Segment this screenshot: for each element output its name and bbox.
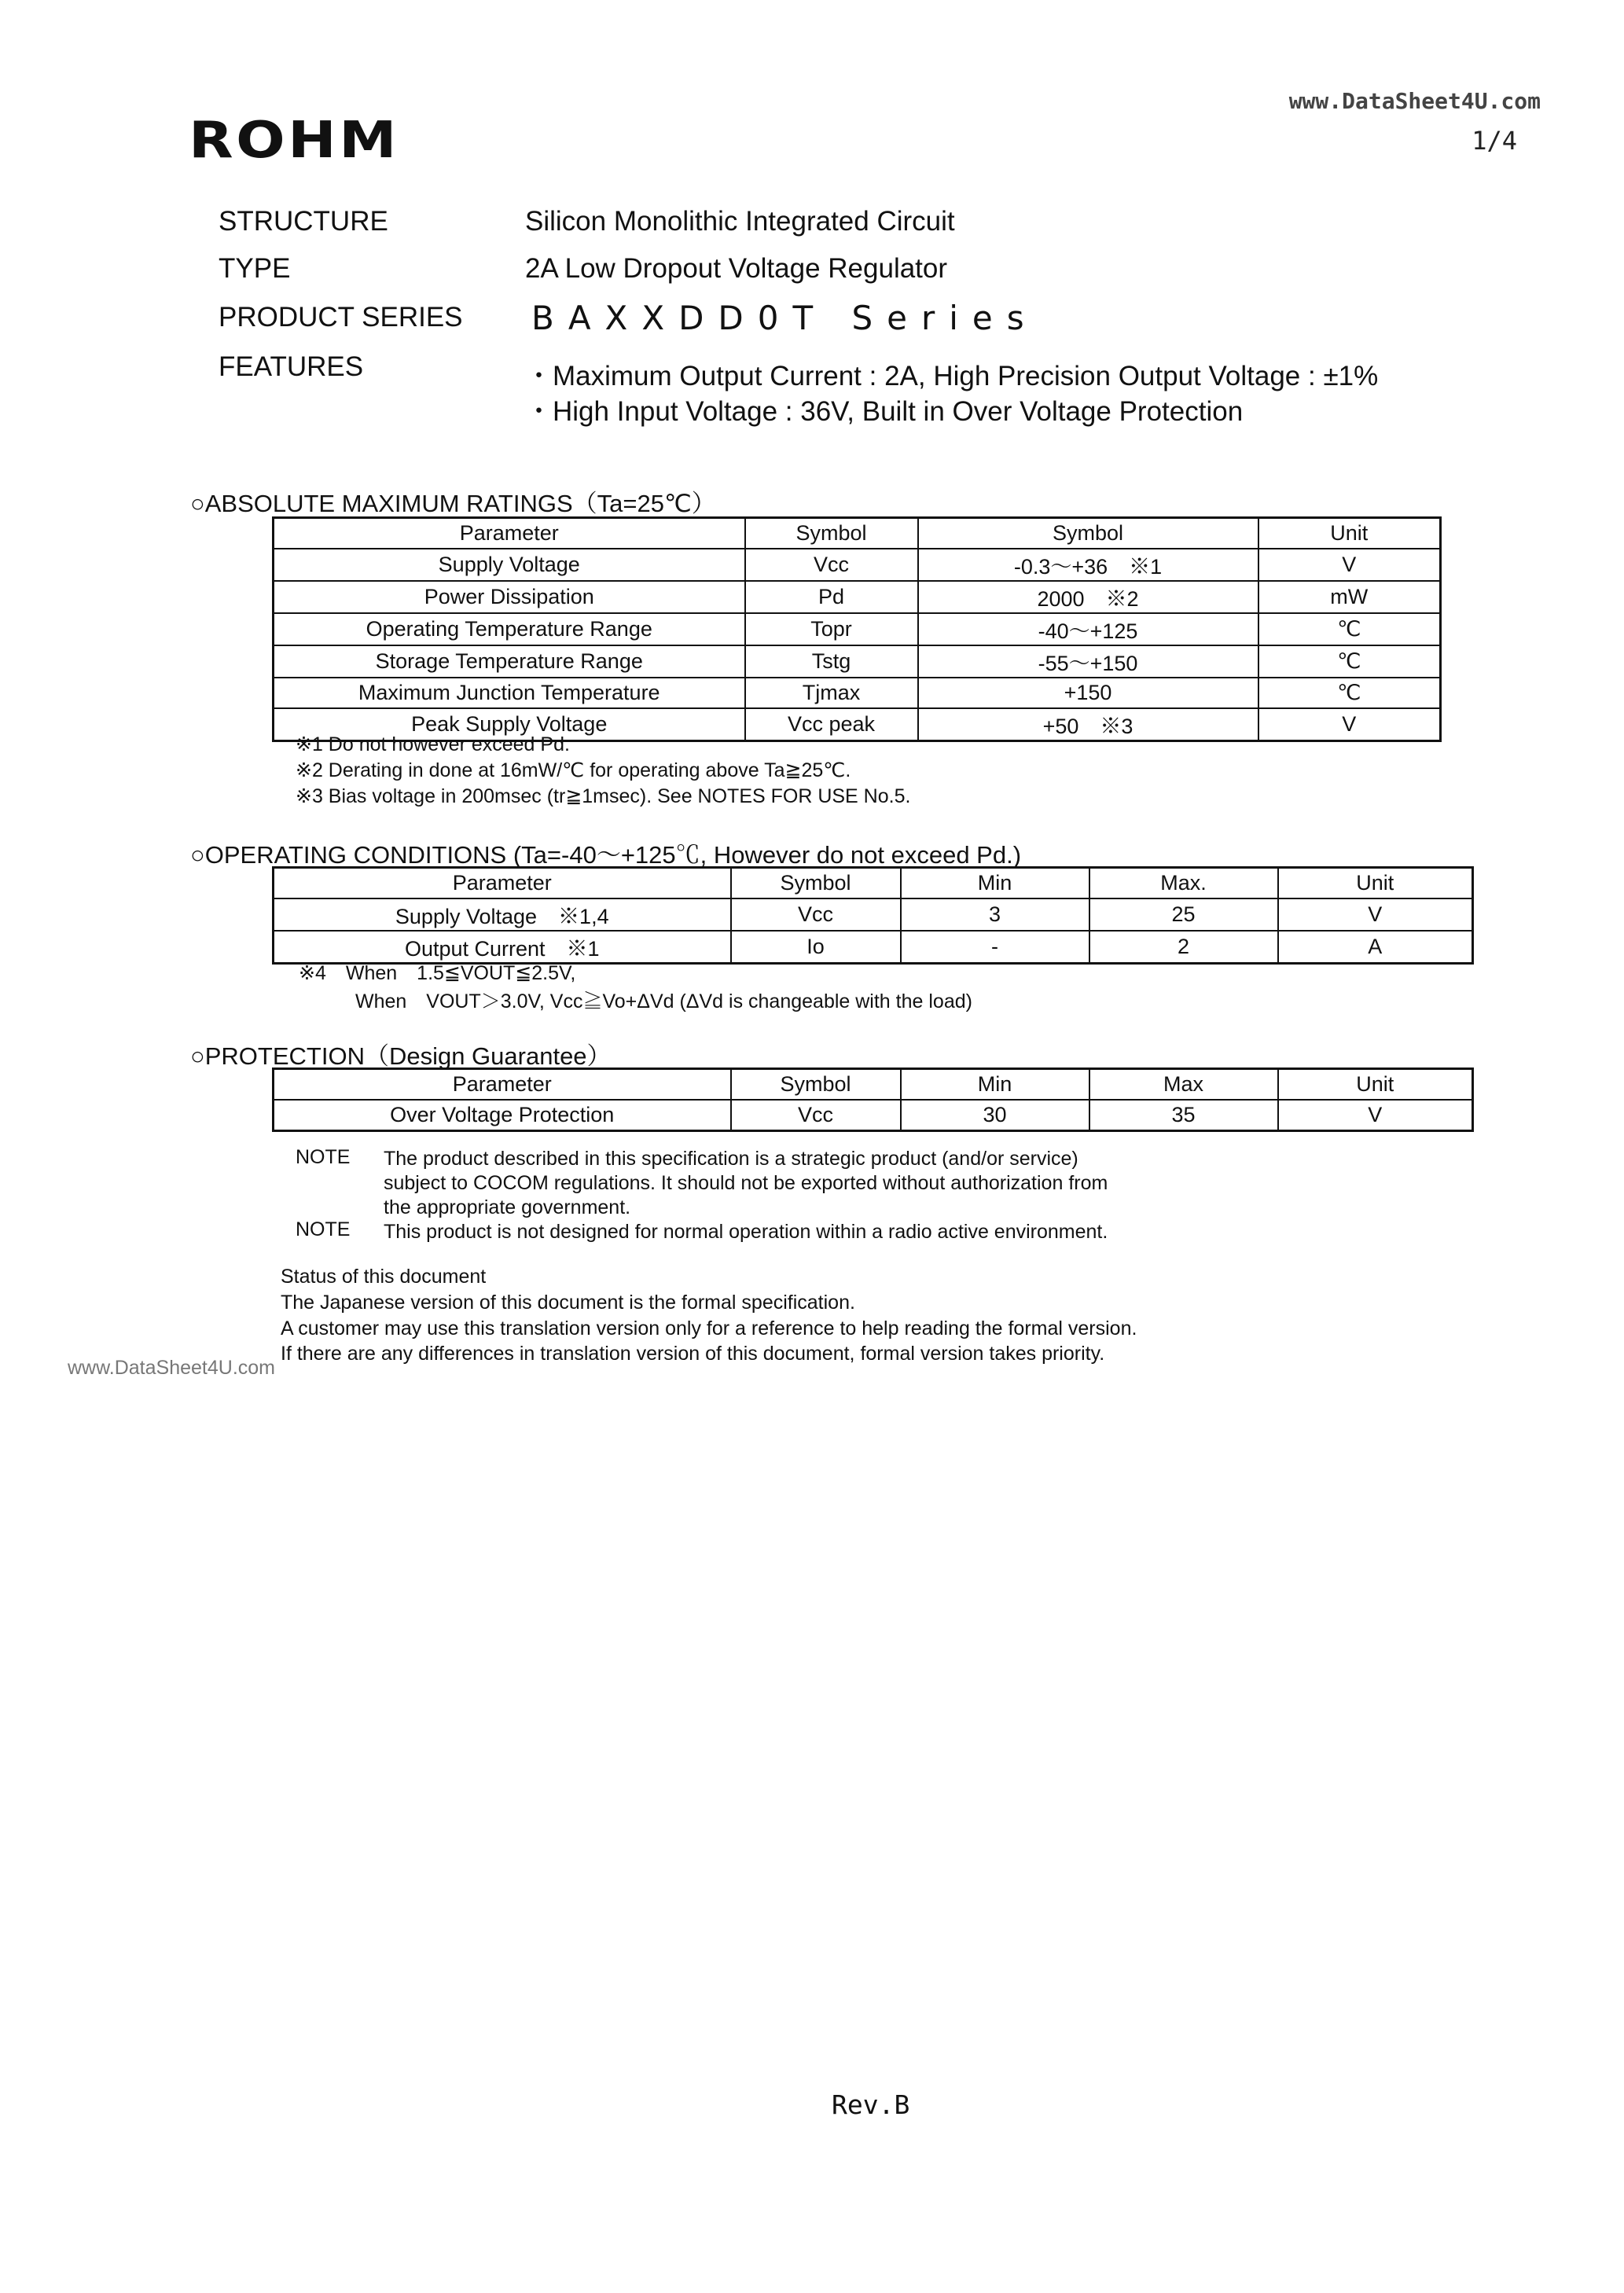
- column-header: Max.: [1089, 868, 1278, 899]
- note-line: the appropriate government.: [384, 1196, 631, 1218]
- feature-line: ・High Input Voltage : 36V, Built in Over Voltage Protection: [525, 396, 1244, 427]
- website-link[interactable]: www.DataSheet4U.com: [1288, 88, 1541, 114]
- table-cell: mW: [1258, 581, 1441, 613]
- column-header: Unit: [1278, 868, 1473, 899]
- table-cell: -40～+125: [918, 613, 1258, 645]
- column-header: Min: [901, 1069, 1089, 1101]
- table-cell: V: [1258, 549, 1441, 581]
- table-row: [274, 898, 1473, 931]
- table-cell: Supply Voltage: [274, 549, 745, 581]
- column-header: Max: [1089, 1069, 1278, 1101]
- table-cell: A: [1278, 931, 1473, 964]
- table-cell: Vcc: [731, 1100, 901, 1131]
- table-cell: -0.3～+36 ※1: [918, 549, 1258, 581]
- table-row: [274, 581, 1441, 613]
- abs-max-title: ○ABSOLUTE MAXIMUM RATINGS（Ta=25℃）: [190, 490, 716, 517]
- note-label: NOTE: [296, 1218, 351, 1240]
- table-cell: Storage Temperature Range: [274, 645, 745, 678]
- table-cell: ℃: [1258, 678, 1441, 708]
- column-header: Parameter: [274, 868, 731, 899]
- table-cell: Vcc peak: [745, 708, 918, 741]
- footnote: ※3 Bias voltage in 200msec (tr≧1msec). See NOTES FOR USE No.5.: [296, 785, 911, 807]
- table-header-row: [274, 1069, 1473, 1101]
- note-line: This product is not designed for normal operation within a radio active environment.: [384, 1221, 1108, 1243]
- table-cell: +50 ※3: [918, 708, 1258, 741]
- column-header: Symbol: [745, 518, 918, 549]
- status-heading: Status of this document: [281, 1266, 487, 1288]
- note-label: NOTE: [296, 1146, 351, 1168]
- footnote: ※2 Derating in done at 16mW/℃ for operating above Ta≧25℃.: [296, 759, 851, 781]
- table-cell: V: [1278, 1100, 1473, 1131]
- status-line: The Japanese version of this document is the formal specification.: [281, 1292, 855, 1314]
- type-label: TYPE: [219, 253, 291, 284]
- protection-title: ○PROTECTION（Design Guarantee）: [190, 1042, 612, 1070]
- table-cell: Tjmax: [745, 678, 918, 708]
- table-cell: Supply Voltage ※1,4: [274, 898, 731, 931]
- table-cell: Vcc: [731, 898, 901, 931]
- website-link[interactable]: www.DataSheet4U.com: [68, 1357, 276, 1379]
- structure-label: STRUCTURE: [219, 206, 388, 237]
- table-row: [274, 678, 1441, 708]
- type-value: 2A Low Dropout Voltage Regulator: [525, 253, 948, 284]
- column-header: Symbol: [731, 1069, 901, 1101]
- table-cell: Topr: [745, 613, 918, 645]
- table-cell: Peak Supply Voltage: [274, 708, 745, 741]
- series-label: PRODUCT SERIES: [219, 302, 463, 333]
- structure-value: Silicon Monolithic Integrated Circuit: [525, 206, 955, 237]
- table-cell: Io: [731, 931, 901, 964]
- protection-table: [272, 1067, 1474, 1132]
- table-row: [274, 645, 1441, 678]
- table-row: [274, 549, 1441, 581]
- table-cell: Vcc: [745, 549, 918, 581]
- feature-line: ・Maximum Output Current : 2A, High Precision Output Voltage : ±1%: [525, 361, 1379, 391]
- table-header-row: [274, 868, 1473, 899]
- column-header: Unit: [1278, 1069, 1473, 1101]
- table-cell: 2: [1089, 931, 1278, 964]
- table-cell: 2000 ※2: [918, 581, 1258, 613]
- table-cell: ℃: [1258, 613, 1441, 645]
- table-cell: V: [1258, 708, 1441, 741]
- table-cell: 25: [1089, 898, 1278, 931]
- column-header: Unit: [1258, 518, 1441, 549]
- column-header: Parameter: [274, 518, 745, 549]
- status-line: A customer may use this translation version only for a reference to help reading the formal version.: [281, 1317, 1137, 1339]
- table-cell: Pd: [745, 581, 918, 613]
- operating-title: ○OPERATING CONDITIONS (Ta=-40～+125℃, However do not exceed Pd.): [190, 841, 1022, 869]
- table-cell: -55～+150: [918, 645, 1258, 678]
- table-cell: Over Voltage Protection: [274, 1100, 731, 1131]
- features-label: FEATURES: [219, 351, 364, 382]
- page-number: 1/4: [1472, 126, 1517, 156]
- column-header: Parameter: [274, 1069, 731, 1101]
- footnote: ※1 Do not however exceed Pd.: [296, 733, 570, 755]
- column-header: Symbol: [918, 518, 1258, 549]
- revision-label: Rev.B: [832, 2089, 910, 2120]
- table-cell: V: [1278, 898, 1473, 931]
- table-header-row: [274, 518, 1441, 549]
- table-cell: Output Current ※1: [274, 931, 731, 964]
- table-cell: Tstg: [745, 645, 918, 678]
- rohm-logo: ROHM: [189, 112, 399, 170]
- footnote: When VOUT＞3.0V, Vcc≧Vo+ΔVd (ΔVd is changeable with the load): [355, 990, 972, 1012]
- footnote: ※4 When 1.5≦VOUT≦2.5V,: [299, 962, 576, 984]
- table-row: [274, 613, 1441, 645]
- abs-max-table: [272, 516, 1442, 742]
- table-cell: Maximum Junction Temperature: [274, 678, 745, 708]
- series-value: BAXXDD0T Series: [531, 299, 1038, 337]
- table-cell: 30: [901, 1100, 1089, 1131]
- column-header: Symbol: [731, 868, 901, 899]
- table-cell: ℃: [1258, 645, 1441, 678]
- status-line: If there are any differences in translation version of this document, formal version takes priority.: [281, 1343, 1105, 1365]
- table-row: [274, 1100, 1473, 1131]
- table-cell: 35: [1089, 1100, 1278, 1131]
- table-cell: -: [901, 931, 1089, 964]
- table-cell: 3: [901, 898, 1089, 931]
- table-cell: Operating Temperature Range: [274, 613, 745, 645]
- column-header: Min: [901, 868, 1089, 899]
- note-line: The product described in this specification is a strategic product (and/or service): [384, 1148, 1078, 1170]
- note-line: subject to COCOM regulations. It should not be exported without authorization from: [384, 1172, 1108, 1194]
- table-cell: +150: [918, 678, 1258, 708]
- table-cell: Power Dissipation: [274, 581, 745, 613]
- operating-table: [272, 866, 1474, 965]
